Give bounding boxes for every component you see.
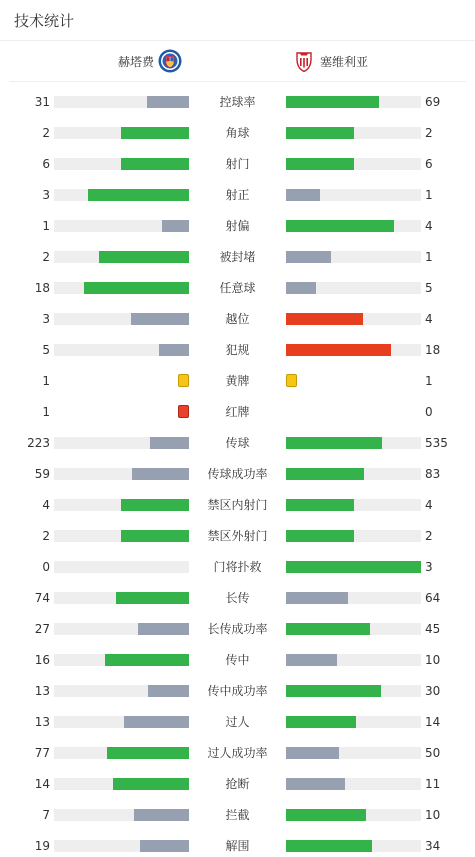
stat-row [0, 840, 475, 852]
away-bar-track [286, 530, 421, 542]
away-bar-track [286, 685, 421, 697]
home-bar-fill [147, 96, 189, 108]
home-bar-track [54, 282, 189, 294]
home-bar-fill [134, 809, 189, 821]
stat-row [0, 96, 475, 108]
home-value: 7 [42, 808, 50, 822]
stat-row [0, 623, 475, 635]
away-value: 30 [425, 684, 441, 698]
stat-row [0, 344, 475, 356]
home-bar-track [54, 220, 189, 232]
away-bar-fill [286, 251, 331, 263]
stat-label: 抢断 [225, 777, 250, 791]
away-value: 535 [425, 436, 448, 450]
home-bar-track [54, 158, 189, 170]
stat-label: 红牌 [225, 405, 250, 419]
home-value: 1 [42, 374, 50, 388]
home-bar-fill [116, 592, 189, 604]
home-bar-fill [131, 313, 189, 325]
home-value: 16 [34, 653, 50, 667]
home-bar-track [54, 654, 189, 666]
home-bar-fill [150, 437, 189, 449]
stat-label: 传中成功率 [207, 684, 268, 698]
home-value: 27 [34, 622, 50, 636]
home-bar-fill [162, 220, 189, 232]
away-bar-fill [286, 623, 370, 635]
home-value: 13 [34, 715, 50, 729]
home-value: 5 [42, 343, 50, 357]
away-value: 6 [425, 157, 433, 171]
stat-label: 过人成功率 [207, 746, 268, 760]
stat-label: 传中 [225, 653, 250, 667]
home-bar-track [54, 251, 189, 263]
stat-label: 传球 [225, 436, 250, 450]
home-value: 223 [27, 436, 50, 450]
home-value: 19 [34, 839, 50, 853]
home-bar-track [54, 468, 189, 480]
home-bar-track [54, 747, 189, 759]
away-value: 1 [425, 250, 433, 264]
away-bar-fill [286, 840, 372, 852]
home-bar-fill [159, 344, 189, 356]
stat-row [0, 158, 475, 170]
home-bar-track [54, 313, 189, 325]
away-bar-fill [286, 685, 381, 697]
stat-row [0, 654, 475, 666]
stat-row [0, 313, 475, 325]
yellow-card-icon [178, 374, 189, 387]
away-value: 1 [425, 374, 433, 388]
home-bar-track [54, 716, 189, 728]
home-value: 77 [34, 746, 50, 760]
home-value: 6 [42, 157, 50, 171]
home-bar-track [54, 499, 189, 511]
stat-row [0, 747, 475, 759]
stat-label: 门将扑救 [213, 560, 262, 574]
away-bar-track [286, 654, 421, 666]
home-bar-fill [84, 282, 189, 294]
stat-row [0, 406, 475, 418]
stat-label: 禁区内射门 [207, 498, 268, 512]
sevilla-crest-icon [292, 49, 316, 73]
stat-row [0, 778, 475, 790]
away-value: 3 [425, 560, 433, 574]
away-bar-track [286, 282, 421, 294]
home-value: 3 [42, 188, 50, 202]
home-value: 59 [34, 467, 50, 481]
stat-row [0, 499, 475, 511]
home-value: 13 [34, 684, 50, 698]
away-value: 14 [425, 715, 441, 729]
home-value: 2 [42, 529, 50, 543]
stat-row [0, 685, 475, 697]
home-value: 4 [42, 498, 50, 512]
stat-row [0, 809, 475, 821]
away-bar-track [286, 189, 421, 201]
away-bar-fill [286, 96, 379, 108]
away-bar-fill [286, 716, 356, 728]
home-bar-fill [121, 127, 189, 139]
stat-row [0, 282, 475, 294]
away-bar-fill [286, 313, 363, 325]
away-bar-track [286, 778, 421, 790]
stat-row [0, 220, 475, 232]
stat-label: 长传 [225, 591, 250, 605]
away-value: 4 [425, 498, 433, 512]
home-bar-track [54, 778, 189, 790]
stat-label: 射偏 [225, 219, 250, 233]
home-bar-fill [88, 189, 189, 201]
away-bar-track [286, 344, 421, 356]
stat-row [0, 437, 475, 449]
stat-row [0, 189, 475, 201]
stat-label: 射正 [225, 188, 250, 202]
home-bar-track [54, 437, 189, 449]
stat-label: 角球 [225, 126, 250, 140]
home-bar-track [54, 623, 189, 635]
stat-row [0, 251, 475, 263]
stat-label: 拦截 [225, 808, 250, 822]
away-value: 2 [425, 126, 433, 140]
home-bar-fill [124, 716, 189, 728]
teams-row [9, 41, 466, 82]
away-bar-fill [286, 282, 316, 294]
home-bar-track [54, 561, 189, 573]
stat-row [0, 375, 475, 387]
away-bar-fill [286, 468, 364, 480]
home-bar-track [54, 344, 189, 356]
page-title: 技术统计 [14, 11, 75, 30]
home-bar-fill [140, 840, 189, 852]
away-bar-track [286, 158, 421, 170]
home-bar-fill [148, 685, 189, 697]
away-bar-fill [286, 220, 394, 232]
away-bar-fill [286, 127, 354, 139]
away-bar-fill [286, 592, 348, 604]
away-bar-fill [286, 654, 337, 666]
away-bar-track [286, 809, 421, 821]
away-value: 69 [425, 95, 441, 109]
home-bar-track [54, 189, 189, 201]
home-value: 2 [42, 126, 50, 140]
stat-row [0, 716, 475, 728]
away-bar-track [286, 747, 421, 759]
away-bar-track [286, 623, 421, 635]
home-value: 3 [42, 312, 50, 326]
away-bar-track [286, 313, 421, 325]
away-team[interactable] [292, 49, 368, 73]
stat-label: 控球率 [219, 95, 256, 109]
home-bar-fill [121, 499, 189, 511]
away-value: 10 [425, 653, 441, 667]
stat-label: 解围 [225, 839, 250, 853]
home-bar-fill [138, 623, 189, 635]
home-value: 2 [42, 250, 50, 264]
home-value: 74 [34, 591, 50, 605]
away-bar-track [286, 561, 421, 573]
away-bar-fill [286, 747, 339, 759]
away-bar-track [286, 592, 421, 604]
away-bar-fill [286, 437, 382, 449]
away-bar-fill [286, 158, 354, 170]
stat-label: 禁区外射门 [207, 529, 268, 543]
away-bar-fill [286, 530, 354, 542]
red-card-icon [178, 405, 189, 418]
away-value: 18 [425, 343, 441, 357]
home-bar-fill [107, 747, 189, 759]
away-bar-track [286, 127, 421, 139]
home-bar-fill [113, 778, 189, 790]
home-team[interactable] [118, 49, 182, 73]
yellow-card-icon [286, 374, 297, 387]
away-value: 50 [425, 746, 441, 760]
stat-label: 犯规 [225, 343, 250, 357]
home-value: 1 [42, 405, 50, 419]
away-bar-fill [286, 809, 366, 821]
home-bar-track [54, 530, 189, 542]
home-bar-track [54, 840, 189, 852]
away-bar-track [286, 437, 421, 449]
away-value: 5 [425, 281, 433, 295]
away-value: 0 [425, 405, 433, 419]
home-bar-track [54, 96, 189, 108]
away-bar-fill [286, 561, 421, 573]
away-value: 11 [425, 777, 441, 791]
home-value: 1 [42, 219, 50, 233]
stat-label: 任意球 [219, 281, 256, 295]
home-value: 0 [42, 560, 50, 574]
away-bar-track [286, 220, 421, 232]
away-value: 4 [425, 312, 433, 326]
away-bar-track [286, 96, 421, 108]
home-value: 18 [34, 281, 50, 295]
stat-row [0, 561, 475, 573]
stat-label: 越位 [225, 312, 250, 326]
away-bar-track [286, 499, 421, 511]
home-team-name: 赫塔费 [117, 54, 154, 69]
stat-label: 长传成功率 [207, 622, 268, 636]
getafe-crest-icon [158, 49, 182, 73]
away-value: 1 [425, 188, 433, 202]
away-bar-track [286, 468, 421, 480]
away-value: 83 [425, 467, 441, 481]
home-value: 14 [34, 777, 50, 791]
stats-header [0, 0, 475, 41]
away-bar-track [286, 716, 421, 728]
away-bar-fill [286, 778, 345, 790]
home-bar-fill [121, 158, 189, 170]
stat-label: 黄牌 [225, 374, 250, 388]
stat-row [0, 530, 475, 542]
home-bar-track [54, 809, 189, 821]
away-value: 45 [425, 622, 441, 636]
home-bar-track [54, 685, 189, 697]
home-bar-fill [99, 251, 189, 263]
away-bar-track [286, 840, 421, 852]
away-value: 2 [425, 529, 433, 543]
home-bar-fill [132, 468, 189, 480]
stat-label: 传球成功率 [207, 467, 268, 481]
away-value: 10 [425, 808, 441, 822]
home-bar-track [54, 127, 189, 139]
home-bar-fill [121, 530, 189, 542]
away-value: 64 [425, 591, 441, 605]
away-bar-fill [286, 189, 320, 201]
home-value: 31 [34, 95, 50, 109]
away-value: 34 [425, 839, 441, 853]
stat-row [0, 127, 475, 139]
away-bar-fill [286, 499, 354, 511]
stat-label: 过人 [225, 715, 250, 729]
away-team-name: 塞维利亚 [320, 54, 369, 69]
stat-row [0, 468, 475, 480]
home-bar-track [54, 592, 189, 604]
away-bar-fill [286, 344, 391, 356]
stat-label: 射门 [225, 157, 250, 171]
away-bar-track [286, 251, 421, 263]
stat-label: 被封堵 [219, 250, 256, 264]
home-bar-fill [105, 654, 189, 666]
stat-row [0, 592, 475, 604]
away-value: 4 [425, 219, 433, 233]
